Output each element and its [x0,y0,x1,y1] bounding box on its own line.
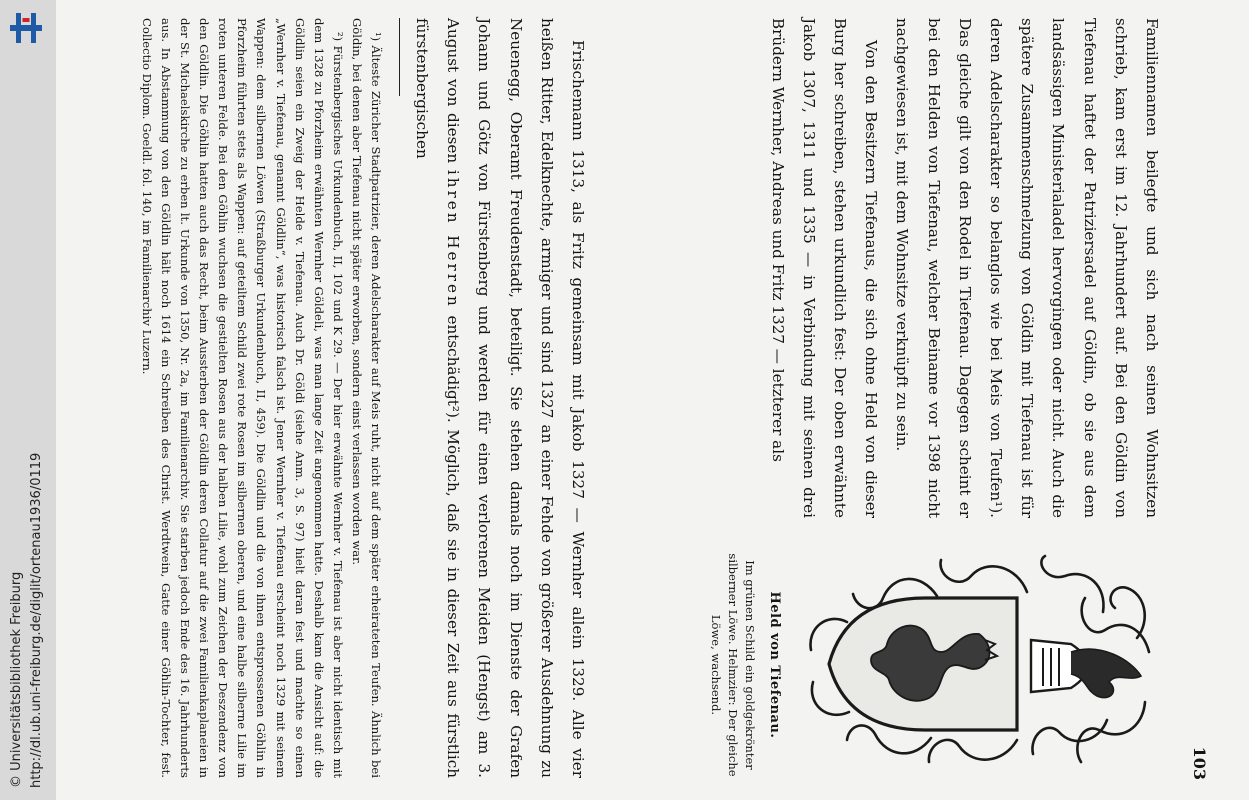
logo-bar [16,13,21,43]
crest-lion [1071,649,1141,698]
mantling-leaf [929,740,1017,762]
footnote: ²) Fürstenbergisches Urkundenbuch, II, 102 und K 29. — Der hier erwähnte Wernher v. Tiefenau ist aber nicht identisch mit dem 1328 zu Pforzheim erwähnten Wernher Göldeli, was man lange Zeit angenommen hatte. Deshalb kam die Ansicht auf: die Göldlin seien ein Zweig der Helde v. Tiefenau. Auch Dr. Göldi (siehe Anm. 3, S. 97) hielt daran fest und machte so einen „Wernher v. Tiefenau, genannt Göldlin“, was historisch falsch ist. Jener Wernher v. Tiefenau erscheint noch 1329 mit seinem Wappen: dem silbernen Löwen (Straßburger Urkundenbuch, II, 459). Die Göldlin und die von ihnen entsprossenen Göhlin in Pforzheim führten stets als Wappen: auf geteiltem Schild zwei rote Rosen im silbernen oberen, und eine halbe silberne Lilie im roten unteren Felde. Bei den Göhlin wuchsen die gestielten Rosen aus der halben Lilie, wohl zum Zeichen der Deszendenz von den Göldlin. Die Göhlin hatten auch das Recht, beim Aussterben der Göldlin deren Collatur auf die zwei Familienkaplaneien in der St. Michaelskirche zu erben lt. Urkunde von 1350, Nr. 2a, im Familienarchiv. Sie starben jedoch Ende des 16. Jahrhunderts aus. In Abstammung von den Göldlin hält noch 1614 ein Schreiben des Christ. Werdtwein, Gatte einer Göhlin-Tochter, fest. Collectio Diplom. Goeldl. fol. 140, im Familienarchiv Luzern. [139,18,345,778]
mantling-leaf [1032,720,1107,754]
footnote: ¹) Älteste Züricher Stadtpatrizier, deren Adelscharakter auf Meis ruht, nicht auf dem später erheirateten Teufen. Ähnlich bei Göldin, bei denen aber Tiefenau nicht später erworben, sondern einst verlassen worden war. [349,18,383,778]
page-number: 103 [1190,746,1209,780]
mantling-leaf [1111,587,1145,638]
body-paragraph: Von den Besitzern Tiefenaus, die sich ohne Held von dieser Burg her schreiben, stehen urkundlich fest: Der oben erwähnte Jakob 1307, 1311 und 1335 — in Verbindung mit seinen drei Brüdern Wernher, Andreas und Fritz 1327 — letzterer als [768,18,881,518]
logo-bar [31,13,36,43]
viewer-sidebar [0,0,56,800]
mantling-leaf [1077,702,1145,762]
page-content [88,4,1213,784]
full-width-column [406,18,593,778]
source-url[interactable]: http://dl.ub.uni-freiburg.de/diglit/ortenau1936/0119 [29,452,44,788]
paragraph-text: Frischemann 1313, als Fritz gemeinsam mit Jakob 1327 — Wernher allein 1329. Alle vier heißen Ritter, Edelknechte, armiger und sind 1327 an einer Fehde von größerer Ausdehnung zu Neuenegg, Oberamt Freudenstadt, beteiligt. Sie stehen damals noch im Dienste der Grafen Johann und Götz von Fürstenberg und werden für einen verlorenen Meiden (Hengst) am 3. August von diesen [444,18,587,778]
library-logo-icon[interactable] [6,8,46,48]
body-paragraph: Familiennamen beilegte und sich nach seinen Wohnsitzen schrieb, kam erst im 12. Jahrhundert auf. Bei den Göldin von Tiefenau haftet der Patriziersadel auf Göldin, ob sie aus dem landsässigen Ministerialadel hervorgingen oder nicht. Auch die spätere Zusammenschmelzung von Göldin mit Tiefenau ist für deren Adelscharakter so belanglos wie bei Meis von Teufen¹). Das gleiche gilt von den Rodel in Tiefenau. Dagegen scheint er bei den Helden von Tiefenau, welcher Beiname vor 1398 nicht nachgewiesen ist, mit dem Wohnsitze verknüpft zu sein. [893,18,1161,518]
copyright-notice: © Universitätsbibliothek Freiburg [9,571,24,788]
scanned-page [56,0,1249,800]
coat-of-arms-image [791,552,1167,778]
spaced-text: ihren Herren [444,169,463,309]
crest-caption [707,552,783,778]
logo-red-mark [23,18,30,22]
helmet [1031,640,1141,698]
footnote-divider [399,18,400,96]
mantling-leaf [1041,556,1103,612]
body-column [761,18,1167,518]
logo-bar [10,25,42,31]
shield [829,598,1017,730]
footnotes [137,18,385,778]
mantling-leaf [941,560,1027,592]
paragraph-text: entschädigt²). Möglich, daß sie in dieser Zeit aus fürstlich fürstenbergischen [412,18,463,778]
mantling-leaf [1082,598,1149,652]
crest-title: Held von Tiefenau. [767,591,782,739]
full-width-paragraph [406,18,593,778]
crest-description: Im grünen Schild ein goldgekrönter silberner Löwe. Helmzier: Der gleiche Löwe, wachsend. [709,553,757,777]
